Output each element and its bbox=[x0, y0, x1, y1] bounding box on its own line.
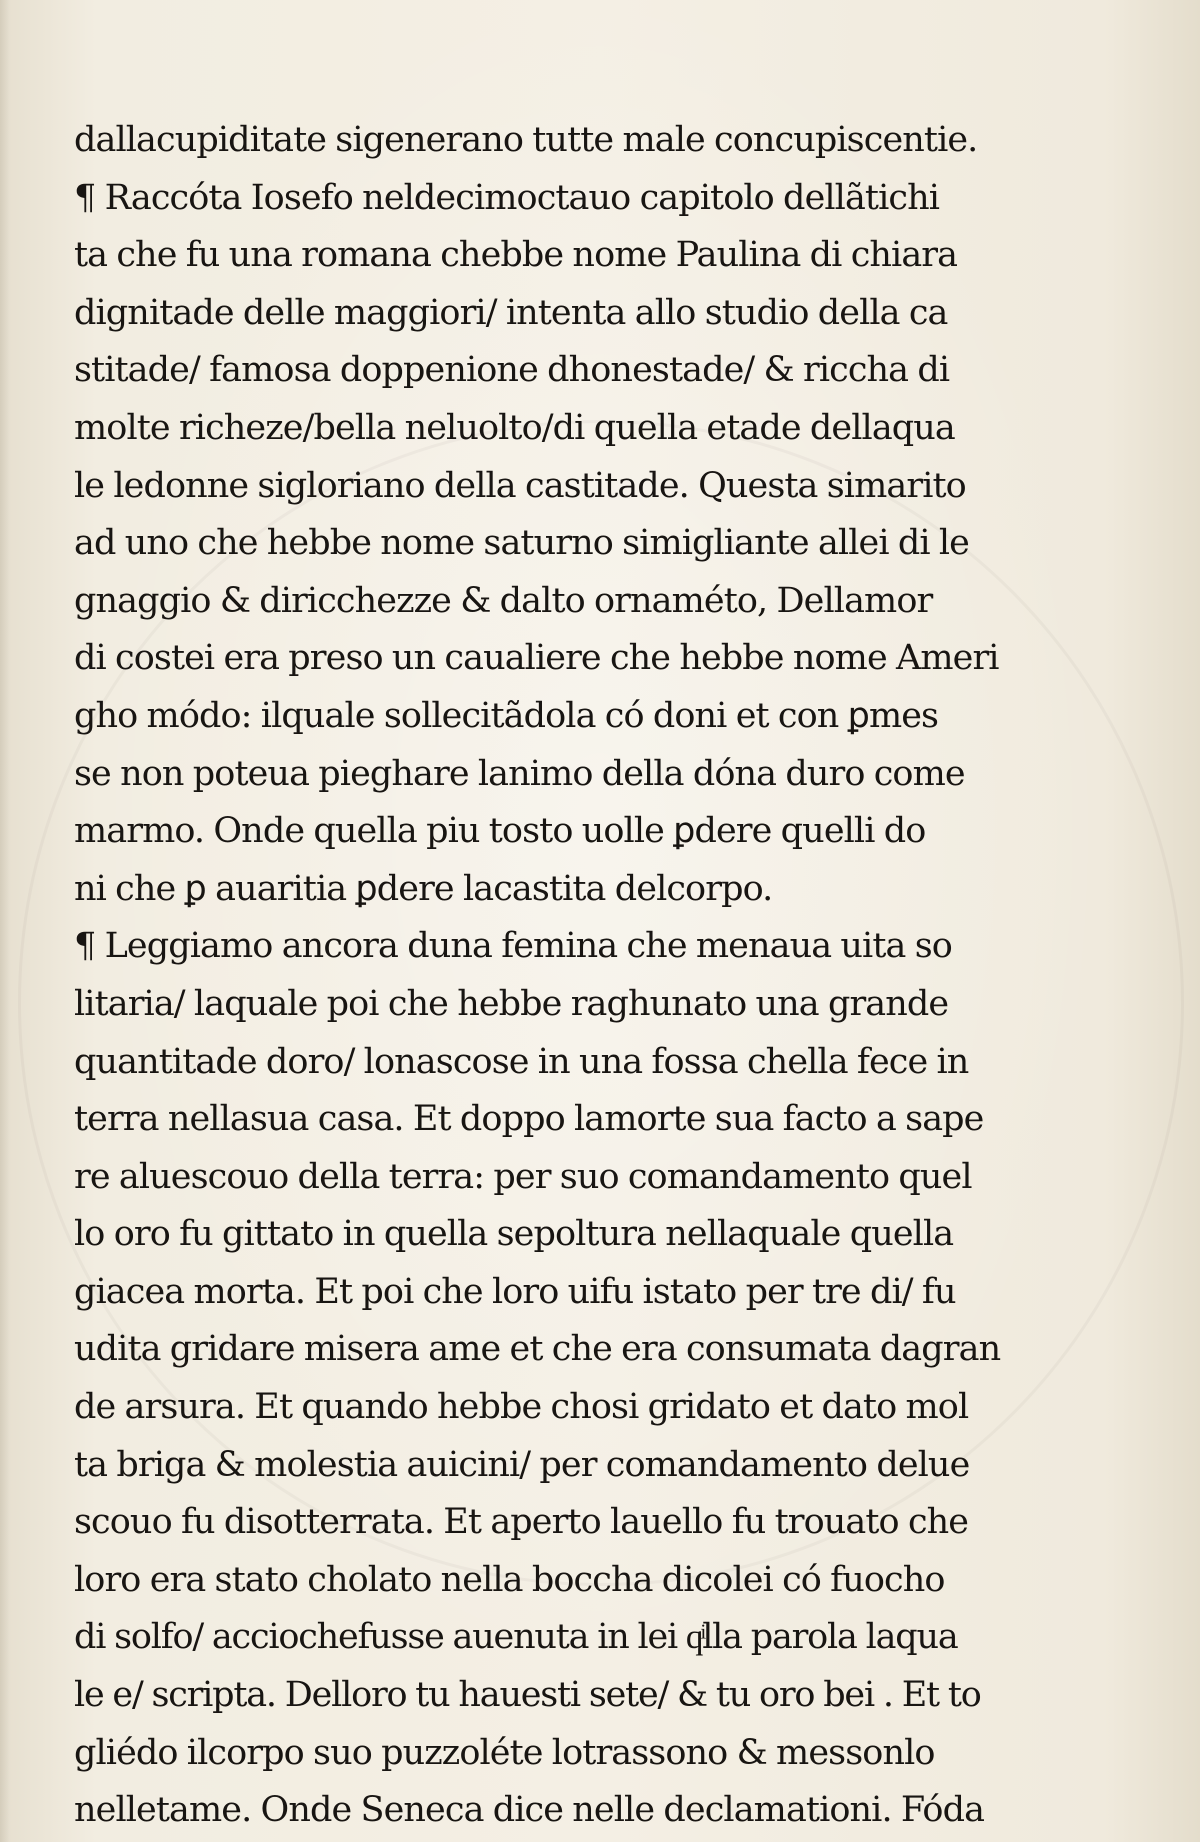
text-line: terra nellasua casa. Et doppo lamorte sua facto a sape bbox=[74, 1099, 984, 1140]
text-line: se non poteua pieghare lanimo della dóna duro come bbox=[74, 753, 965, 794]
printed-text-block bbox=[74, 112, 1034, 1840]
text-line: gnaggio & diricchezze & dalto ornaméto, Dellamor bbox=[74, 580, 933, 621]
text-line: ta che fu una romana chebbe nome Paulina di chiara bbox=[74, 235, 958, 276]
text-line: dallacupiditate sigenerano tutte male concupiscentie. bbox=[74, 120, 978, 160]
text-line: ni che ꝑ auaritia ꝑdere lacastita delcorpo. bbox=[74, 868, 773, 909]
text-line: di solfo/ acciochefusse auenuta in lei qͥlla parola laqua bbox=[74, 1617, 958, 1658]
text-line: molte richeze/bella neluolto/di quella etade dellaqua bbox=[74, 407, 955, 448]
text-line: quantitade doro/ lonascose in una fossa chella fece in bbox=[74, 1041, 969, 1082]
text-line: lo oro fu gittato in quella sepoltura nellaquale quella bbox=[74, 1214, 954, 1255]
text-line: de arsura. Et quando hebbe chosi gridato et dato mol bbox=[74, 1387, 969, 1428]
text-line: udita gridare misera ame et che era consumata dagran bbox=[74, 1329, 1001, 1370]
page-edge-shadow bbox=[0, 0, 10, 1842]
text-line: stitade/ famosa doppenione dhonestade/ & riccha di bbox=[74, 350, 950, 391]
text-line: ad uno che hebbe nome saturno simigliante allei di le bbox=[74, 523, 969, 564]
text-line: nelletame. Onde Seneca dice nelle declamationi. Fóda bbox=[74, 1790, 985, 1831]
text-line: gliédo ilcorpo suo puzzoléte lotrassono & messonlo bbox=[74, 1732, 935, 1773]
text-line: le e/ scripta. Delloro tu hauesti sete/ & tu oro bei . Et to bbox=[74, 1675, 981, 1716]
text-line: le ledonne sigloriano della castitade. Questa simarito bbox=[74, 465, 966, 506]
text-line: loro era stato cholato nella boccha dicolei có fuocho bbox=[74, 1559, 945, 1600]
text-line: ¶ Raccóta Iosefo neldecimoctauo capitolo dellãtichi bbox=[74, 177, 940, 218]
text-line: litaria/ laquale poi che hebbe raghunato una grande bbox=[74, 983, 949, 1024]
text-line: di costei era preso un caualiere che hebbe nome Ameri bbox=[74, 638, 999, 679]
text-line: re aluescouo della terra: per suo comandamento quel bbox=[74, 1156, 972, 1197]
text-line: gho módo: ilquale sollecitãdola có doni et con ꝑmes bbox=[74, 695, 939, 736]
text-line: ta briga & molestia auicini/ per comandamento delue bbox=[74, 1444, 970, 1485]
text-line: marmo. Onde quella piu tosto uolle ꝑdere quelli do bbox=[74, 811, 926, 852]
text-line: ¶ Leggiamo ancora duna femina che menaua uita so bbox=[74, 926, 952, 967]
text-line: scouo fu disotterrata. Et aperto lauello fu trouato che bbox=[74, 1502, 969, 1543]
text-line: dignitade delle maggiori/ intenta allo studio della ca bbox=[74, 292, 948, 333]
text-line: giacea morta. Et poi che loro uifu istato per tre di/ fu bbox=[74, 1271, 956, 1312]
